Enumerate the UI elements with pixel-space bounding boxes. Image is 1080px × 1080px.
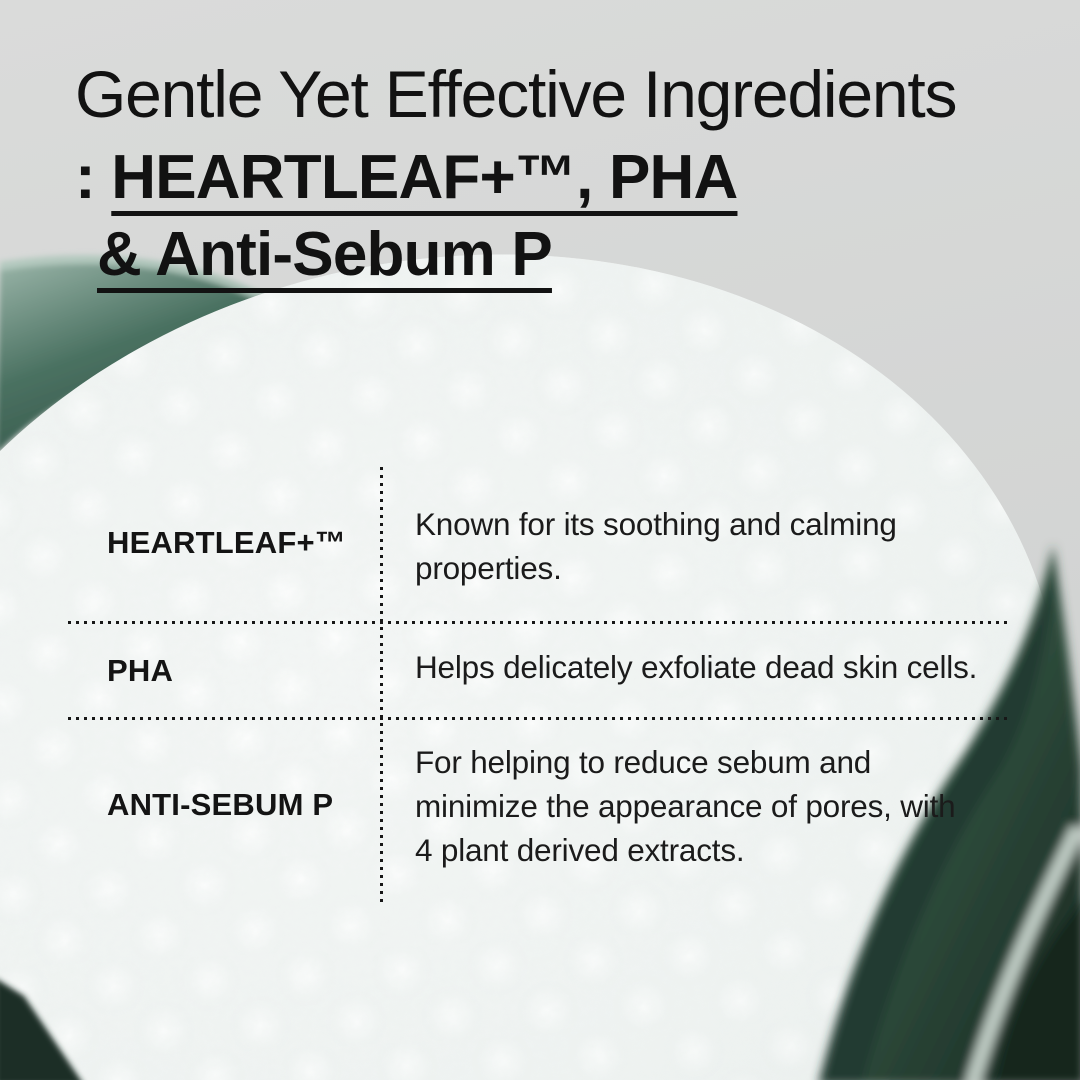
ingredient-name-heartleaf: HEARTLEAF+™ xyxy=(107,525,347,560)
headline-underlined-ingredients: HEARTLEAF+™, PHA xyxy=(111,143,738,212)
ingredient-description-antisebum: For helping to reduce sebum and minimize the appearance of pores, with 4 plant derived extracts. xyxy=(415,744,956,868)
table-row-divider-2 xyxy=(68,717,1009,720)
headline-colon: : xyxy=(75,143,112,212)
ingredient-name-antisebum: ANTI-SEBUM P xyxy=(107,787,334,822)
table-row-divider-1 xyxy=(68,621,1009,624)
headline-underlined-antisebum: & Anti-Sebum P xyxy=(97,220,552,289)
headline-line-1 xyxy=(75,57,957,131)
headline-line-3 xyxy=(97,220,552,289)
headline-line-2 xyxy=(75,143,738,212)
ingredient-name-pha: PHA xyxy=(107,653,174,688)
table-vertical-divider xyxy=(380,467,383,904)
headline-text-1: Gentle Yet Effective Ingredients xyxy=(75,57,957,131)
ingredient-description-heartleaf: Known for its soothing and calming properties. xyxy=(415,506,897,586)
ingredient-description-pha: Helps delicately exfoliate dead skin cells. xyxy=(415,649,978,685)
